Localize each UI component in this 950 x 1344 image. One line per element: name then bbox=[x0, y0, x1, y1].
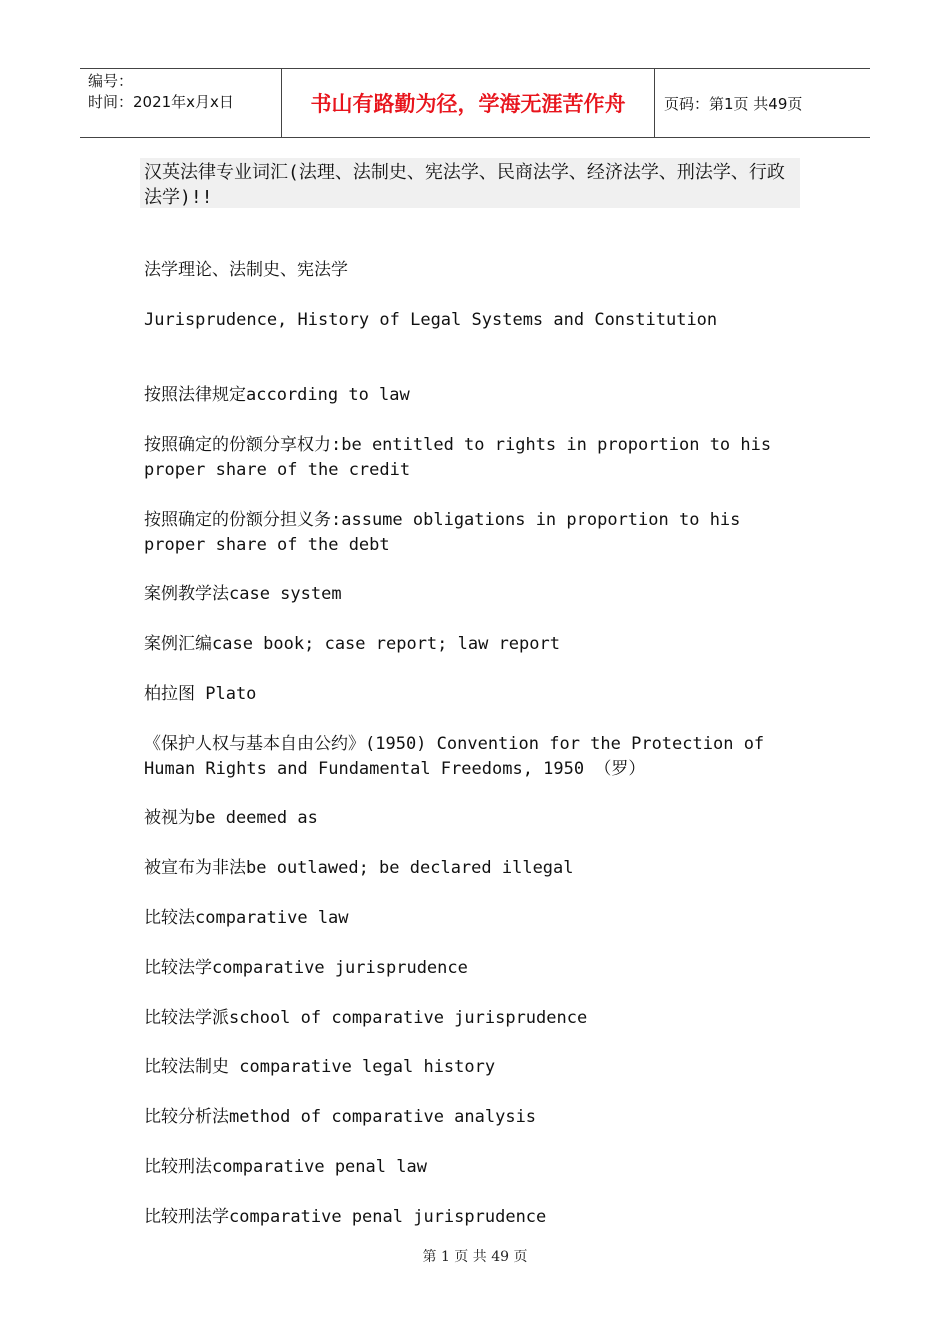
glossary-entry: 比较法制史 comparative legal history bbox=[144, 1057, 496, 1077]
glossary-entry: 按照法律规定according to law bbox=[144, 385, 410, 405]
glossary-entry: 按照确定的份额分担义务:assume obligations in proportion to his proper share of the debt bbox=[144, 510, 751, 555]
page-footer: 第 1 页 共 49 页 bbox=[422, 1249, 528, 1265]
section-heading-cn: 法学理论、法制史、宪法学 bbox=[144, 260, 348, 280]
glossary-entry: 比较法学comparative jurisprudence bbox=[144, 958, 468, 978]
document-date: 时间：2021年x月x日 bbox=[88, 93, 234, 111]
glossary-entry: 比较分析法method of comparative analysis bbox=[144, 1107, 537, 1127]
glossary-entry: 比较法comparative law bbox=[144, 908, 349, 928]
document-number-label: 编号： bbox=[88, 72, 134, 90]
glossary-entry: 按照确定的份额分享权力:be entitled to rights in proportion to his proper share of the credit bbox=[144, 435, 782, 480]
section-heading-en: Jurisprudence, History of Legal Systems and Constitution bbox=[144, 310, 718, 330]
glossary-entry: 柏拉图 Plato bbox=[144, 684, 257, 704]
glossary-entry: 被宣布为非法be outlawed; be declared illegal bbox=[144, 858, 574, 878]
page-header bbox=[80, 68, 870, 138]
glossary-entry: 比较刑法comparative penal law bbox=[144, 1157, 427, 1177]
header-meta bbox=[80, 69, 281, 137]
glossary-entry: 被视为be deemed as bbox=[144, 808, 318, 828]
glossary-entry: 比较法学派school of comparative jurisprudence bbox=[144, 1008, 588, 1028]
glossary-entry: 案例汇编case book; case report; law report bbox=[144, 634, 560, 654]
header-page-info: 页码：第1页 共49页 bbox=[664, 94, 803, 113]
glossary-entry: 《保护人权与基本自由公约》(1950) Convention for the Protection of Human Rights and Fundamental Freedoms, 1950 （罗） bbox=[144, 734, 775, 779]
glossary-entry: 比较刑法学comparative penal jurisprudence bbox=[144, 1207, 547, 1227]
glossary-entry: 案例教学法case system bbox=[144, 584, 342, 604]
header-motto: 书山有路勤为径，学海无涯苦作舟 bbox=[281, 69, 655, 137]
document-title: 汉英法律专业词汇(法理、法制史、宪法学、民商法学、经济法学、刑法学、行政法学)!! bbox=[140, 158, 800, 208]
